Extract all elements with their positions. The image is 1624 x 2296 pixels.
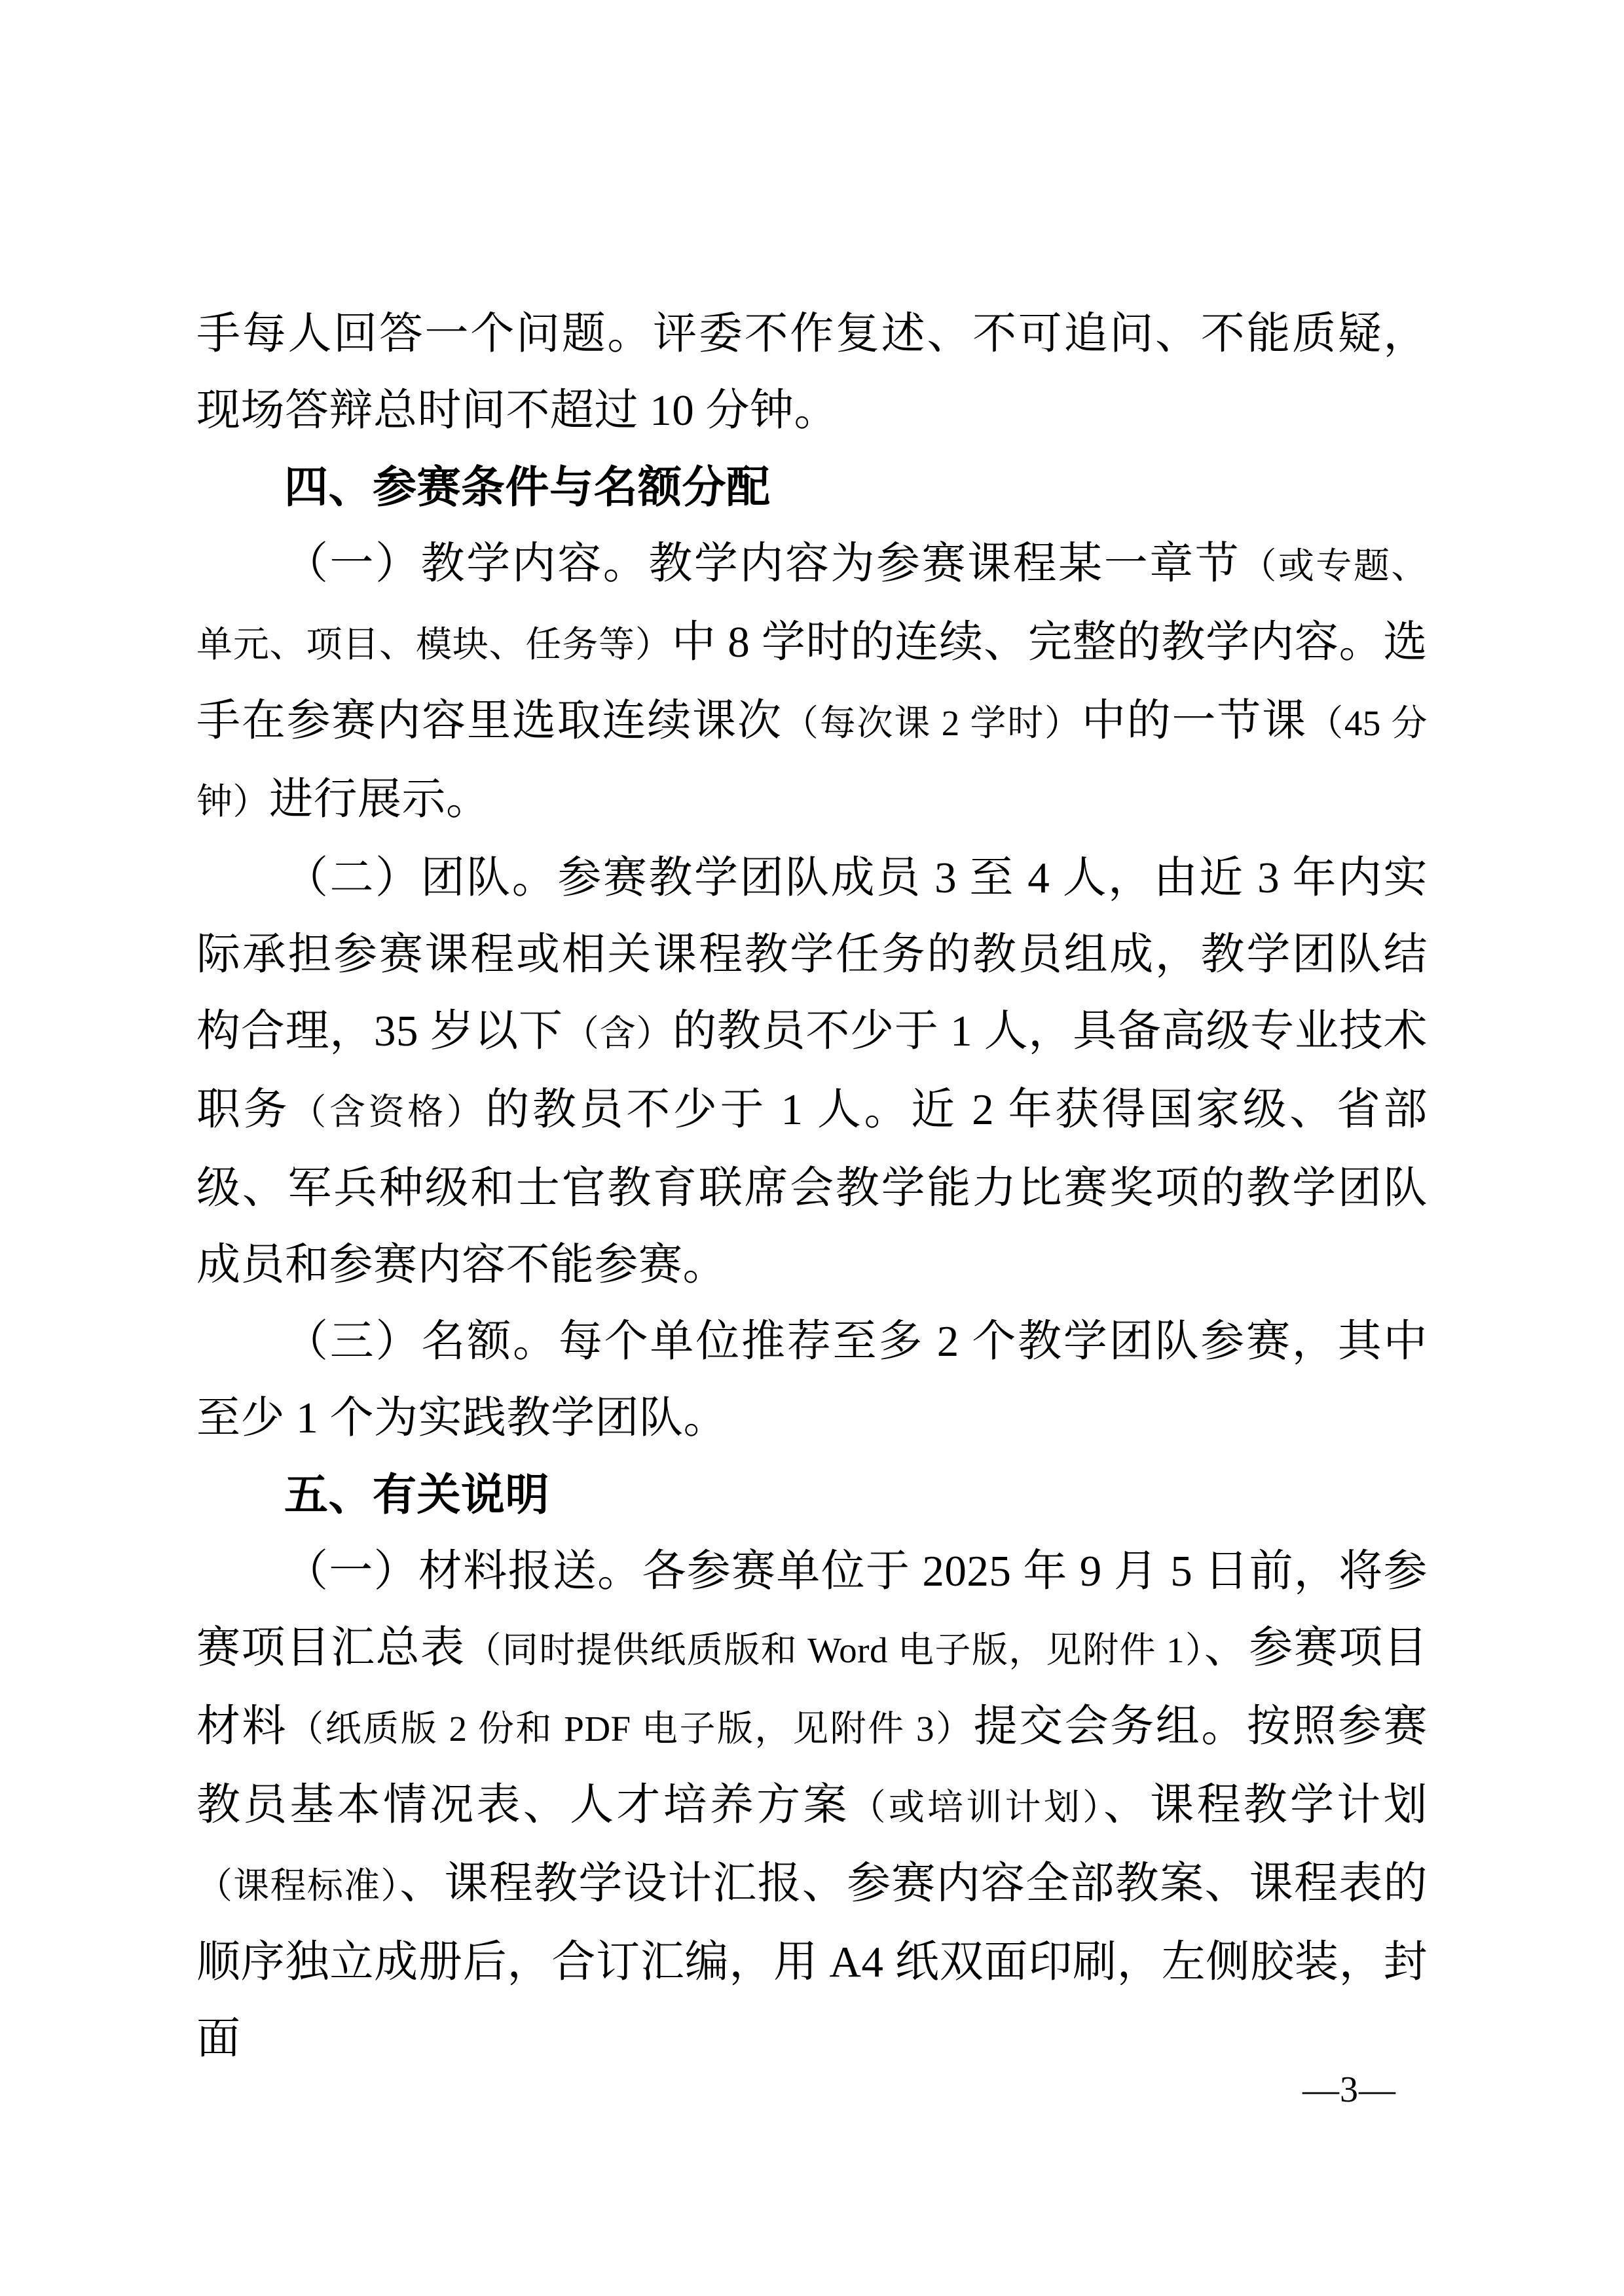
item-three-body-1: 每个单位推荐至多 2 个教学团队参赛，其中至少 1 个为实践教学团队。 (196, 1317, 1428, 1442)
item-one-lead: （一）教学内容。 (284, 539, 649, 588)
note-one-paren-4: （课程标准） (196, 1866, 400, 1906)
item-two-body-1: 参赛教学团队成员 3 至 4 人，由近 3 年内实际承担参赛课程或相关课程教学任务的教员组成，教学团队结构合理，35 岁以下 (196, 854, 1428, 1055)
note-one-body-2: 、参赛项目材料 (196, 1624, 1428, 1751)
note-one-body-1: 各参赛单位于 2025 年 9 月 5 日前，将参赛项目汇总表 (196, 1547, 1428, 1672)
paragraph-item-two-team (196, 840, 1428, 1303)
item-two-body-2: 的教员不少于 1 人，具备高级专业技术职务 (196, 1007, 1428, 1134)
item-one-paren-2: （每次课 2 学时） (782, 703, 1082, 743)
item-two-lead: （二）团队。 (284, 854, 558, 902)
section-heading-five-text: 五、有关说明 (284, 1470, 549, 1520)
note-one-body-3: 提交会务组。按照参赛教员基本情况表、人才培养方案 (196, 1702, 1428, 1829)
item-one-body-1: 教学内容为参赛课程某一章节 (648, 539, 1241, 588)
item-one-paren-3: （45 分钟） (196, 703, 1428, 822)
item-one-body-2: 中 8 学时的连续、完整的教学内容。选手在参赛内容里选取连续课次 (196, 618, 1428, 745)
item-two-paren-1: （含） (563, 1013, 673, 1053)
item-one-body-4: 进行展示。 (269, 775, 490, 824)
item-two-body-3: 的教员不少于 1 人。近 2 年获得国家级、省部级、军兵种级和士官教育联席会教学能力比赛奖项的教学团队成员和参赛内容不能参赛。 (196, 1085, 1428, 1289)
note-one-lead: （一）材料报送。 (284, 1547, 642, 1595)
continuation-text: 手每人回答一个问题。评委不作复述、不可追问、不能质疑，现场答辩总时间不超过 10 分钟。 (196, 310, 1428, 435)
paragraph-item-one-teaching-content (196, 526, 1428, 840)
note-one-body-4: 、课程教学计划 (1103, 1781, 1428, 1829)
page-number: —3— (1302, 2069, 1396, 2110)
item-two-paren-2: （含资格） (290, 1092, 486, 1132)
note-one-paren-2: （纸质版 2 份和 PDF 电子版，见附件 3） (287, 1709, 974, 1749)
note-one-paren-3: （或培训计划） (849, 1787, 1103, 1827)
note-one-paren-1: （同时提供纸质版和 Word 电子版，见附件 1） (465, 1630, 1204, 1670)
item-three-lead: （三）名额。 (284, 1317, 559, 1366)
paragraph-continuation (196, 296, 1428, 449)
paragraph-item-three-quota (196, 1303, 1428, 1457)
item-one-body-3: 中的一节课 (1081, 697, 1308, 745)
section-heading-four (196, 449, 1428, 526)
note-one-body-5: 、课程教学设计汇报、参赛内容全部教案、课程表的顺序独立成册后，合订汇编，用 A4 纸双面印刷，左侧胶装，封面 (196, 1859, 1428, 2063)
item-one-paren-1: （或专题、单元、项目、模块、任务等） (196, 546, 1428, 665)
section-heading-five (196, 1457, 1428, 1533)
document-body (196, 296, 1428, 2077)
section-heading-four-text: 四、参赛条件与名额分配 (284, 463, 771, 512)
paragraph-note-one-materials (196, 1533, 1428, 2077)
